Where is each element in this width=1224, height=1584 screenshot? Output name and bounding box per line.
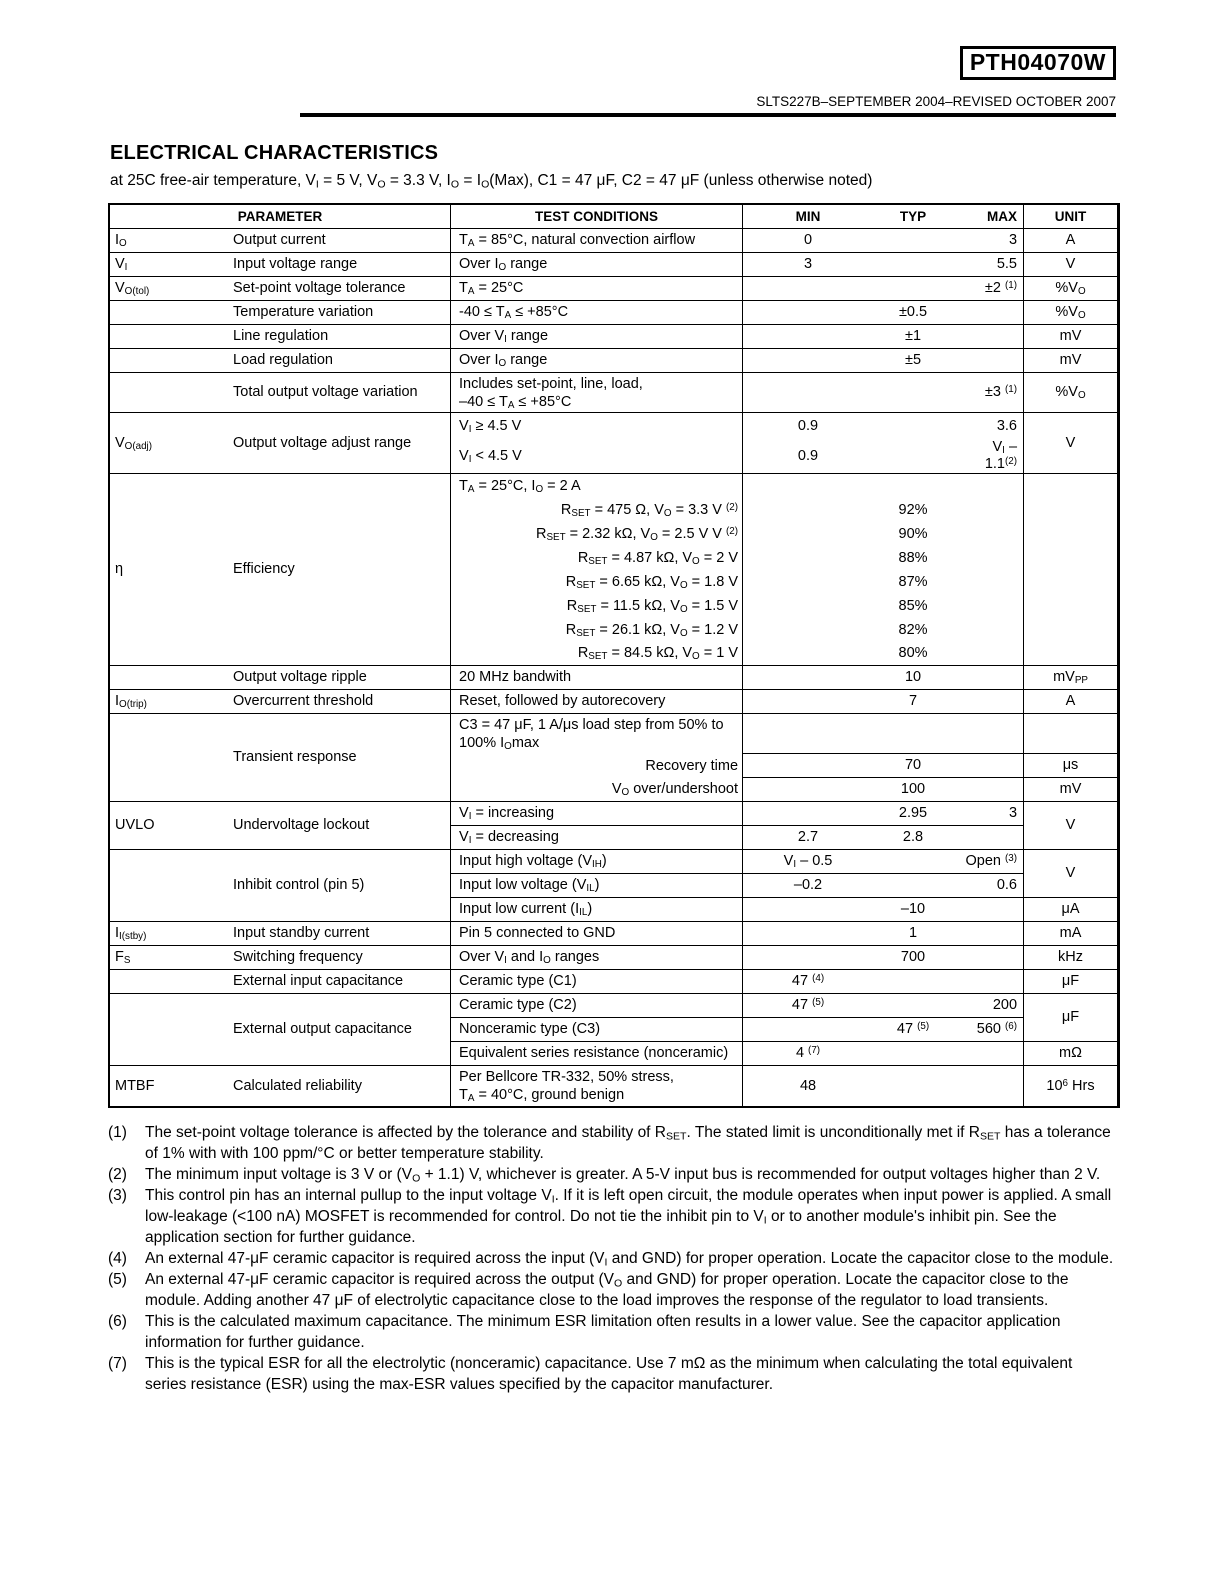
unit-value: mV [1024, 325, 1118, 349]
row-overcurrent-threshold [110, 690, 1118, 714]
unit-value: V [1024, 253, 1118, 277]
footnote-number: (6) [108, 1313, 127, 1331]
typ-value [873, 373, 953, 413]
min-value [743, 666, 873, 690]
row-output-current [110, 229, 1118, 253]
col-header-min: MIN [743, 205, 873, 229]
param-name: Set-point voltage tolerance [232, 277, 451, 301]
unit-value: V [1024, 413, 1118, 474]
max-value: ±3 $^{(1)}$ [953, 373, 1024, 413]
test-conditions: Ceramic type (C2) [451, 994, 743, 1018]
max-value: Open $^{(3)}$ [953, 850, 1024, 874]
test-conditions: $R_{SET} = 11.5$ kΩ, $V_O = 1.5$ V [451, 594, 743, 618]
unit-value: $\%V_O$ [1024, 301, 1118, 325]
max-value [953, 754, 1024, 778]
param-name: External input capacitance [232, 970, 451, 994]
min-value [743, 301, 873, 325]
typ-value: 100 [873, 778, 953, 802]
test-conditions: 20 MHz bandwith [451, 666, 743, 690]
param-name: Temperature variation [232, 301, 451, 325]
table-header-row [110, 205, 1118, 229]
max-value: 5.5 [953, 253, 1024, 277]
min-value [743, 373, 873, 413]
test-conditions: $T_A = 85^\circ C$, natural convection airflow [451, 229, 743, 253]
col-header-parameter: PARAMETER [110, 205, 451, 229]
min-value [743, 946, 873, 970]
footnote-text: This control pin has an internal pullup to the input voltage $V_I$. If it is left open circuit, the module operates when input power is applied. A small low-leakage (<100 nA) MOSFET is recommended for control. Do not tie the inhibit pin to $V_I$ or to another module's inhibit pin. See the application section for further guidance. [145, 1187, 1112, 1247]
max-value [953, 349, 1024, 373]
typ-value: –10 [873, 898, 953, 922]
param-name: Switching frequency [232, 946, 451, 970]
max-value: 0.6 [953, 874, 1024, 898]
test-conditions: Input low current $(I_{IL})$ [451, 898, 743, 922]
param-name: Load regulation [232, 349, 451, 373]
unit-value: A [1024, 229, 1118, 253]
header-row [108, 0, 1116, 80]
param-symbol: $I_{O(trip)}$ [110, 690, 232, 714]
unit-value: μs [1024, 754, 1118, 778]
section-subtitle: at 25C free-air temperature, $V_I = 5$ V, $V_O = 3.3$ V, $I_O = I_O(Max)$, C1 = 47 μF, C2 = 47 μF (unless otherwise noted) [110, 172, 873, 191]
param-symbol [110, 301, 232, 325]
param-symbol: $F_S$ [110, 946, 232, 970]
min-value: 0.9 [797, 417, 819, 434]
param-name: Total output voltage variation [232, 373, 451, 413]
param-name: Overcurrent threshold [232, 690, 451, 714]
footnote-text: The minimum input voltage is 3 V or $(V_O + 1.1)$ V, whichever is greater. A 5-V input bus is recommended for output voltages higher than 2 V. [145, 1166, 1101, 1185]
param-symbol [110, 970, 232, 994]
test-conditions: $-40 \le T_A \le +85^\circ C$ [451, 301, 743, 325]
max-value [953, 898, 1024, 922]
footnote-text: The set-point voltage tolerance is affected by the tolerance and stability of $R_{SET}$. The stated limit is unconditionally met if $R_{SET}$ has a tolerance of 1% with with 100 ppm/°C or better temperature stability. [145, 1124, 1111, 1163]
test-conditions: Over $I_O$ range [451, 349, 743, 373]
param-name: Output current [232, 229, 451, 253]
row-transient-1 [110, 714, 1118, 754]
row-line-regulation [110, 325, 1118, 349]
row-switching-frequency [110, 946, 1118, 970]
param-name: Calculated reliability [232, 1066, 451, 1106]
test-conditions: $V_I < 4.5$ V [451, 439, 743, 474]
max-value [953, 714, 1024, 754]
max-value [953, 301, 1024, 325]
min-value [743, 618, 873, 642]
unit-value: $\%V_O$ [1024, 373, 1118, 413]
min-value: 0 [743, 229, 873, 253]
param-symbol: η [110, 474, 232, 666]
param-name: Output voltage adjust range [232, 413, 451, 474]
max-value: ±2 $^{(1)}$ [953, 277, 1024, 301]
footnote-item [108, 1122, 1116, 1164]
param-symbol: $V_{O(adj)}$ [110, 413, 232, 474]
footnote-number: (3) [108, 1187, 127, 1205]
max-value [953, 922, 1024, 946]
min-value [743, 778, 873, 802]
unit-value: mA [1024, 922, 1118, 946]
test-conditions: $V_I$ = increasing [451, 802, 743, 826]
typ-value: 70 [873, 754, 953, 778]
typ-value: 82% [898, 621, 928, 638]
typ-value [873, 714, 953, 754]
unit-value: kHz [1024, 946, 1118, 970]
typ-value [873, 994, 953, 1018]
max-value [953, 970, 1024, 994]
typ-value: 80% [873, 642, 953, 666]
col-header-conditions: TEST CONDITIONS [451, 205, 743, 229]
row-load-regulation [110, 349, 1118, 373]
test-conditions: Nonceramic type (C3) [451, 1018, 743, 1042]
min-value: –0.2 [743, 874, 873, 898]
min-value: 2.7 [743, 826, 873, 850]
col-header-unit: UNIT [1024, 205, 1118, 229]
typ-value [873, 229, 953, 253]
min-value [743, 349, 873, 373]
typ-value [873, 474, 953, 498]
typ-value: 90% [898, 525, 928, 542]
unit-value: $mV_{PP}$ [1024, 666, 1118, 690]
typ-value [873, 277, 953, 301]
footnote-item [108, 1164, 1116, 1185]
typ-value: ±0.5 [873, 301, 953, 325]
row-temperature-variation [110, 301, 1118, 325]
section-title: ELECTRICAL CHARACTERISTICS [110, 142, 439, 165]
param-symbol: $V_{O(tol)}$ [110, 277, 232, 301]
min-value: 3 [743, 253, 873, 277]
min-value [743, 594, 873, 618]
col-header-typ: TYP [873, 205, 953, 229]
unit-value: mV [1024, 349, 1118, 373]
param-symbol: UVLO [110, 802, 232, 850]
param-name: Inhibit control (pin 5) [232, 850, 451, 922]
test-conditions: $T_A = 25^\circ C$, $I_O = 2$ A [451, 474, 743, 498]
test-conditions: $V_O$ over/undershoot [451, 778, 743, 802]
typ-value: 47 $^{(5)}$ [873, 1018, 953, 1042]
max-value [953, 498, 1024, 522]
footnote-item [108, 1248, 1116, 1269]
row-standby-current [110, 922, 1118, 946]
row-mtbf [110, 1066, 1118, 1106]
param-name: Output voltage ripple [232, 666, 451, 690]
typ-value: 10 [873, 666, 953, 690]
header-rule [300, 113, 1116, 117]
min-value [743, 277, 873, 301]
unit-value: mΩ [1024, 1042, 1118, 1066]
max-value [953, 946, 1024, 970]
typ-value [873, 970, 953, 994]
min-value: 47 $^{(4)}$ [743, 970, 873, 994]
min-value [743, 570, 873, 594]
footnote-number: (2) [108, 1166, 127, 1184]
footnotes [108, 1122, 1116, 1395]
test-conditions: Equivalent series resistance (nonceramic) [451, 1042, 743, 1066]
footnote-item [108, 1269, 1116, 1311]
test-conditions: $R_{SET} = 475$ Ω, $V_O = 3.3$ V $^{(2)}$ [451, 498, 743, 522]
max-value [953, 1042, 1024, 1066]
unit-value: μF [1024, 994, 1118, 1042]
test-conditions: $V_I \ge 4.5$ V [451, 413, 743, 439]
typ-value: 1 [873, 922, 953, 946]
unit-value [1024, 714, 1118, 754]
min-value [743, 690, 873, 714]
part-number-badge: PTH04070W [960, 46, 1116, 80]
footnote-number: (4) [108, 1250, 127, 1268]
min-value [743, 898, 873, 922]
param-name: Input voltage range [232, 253, 451, 277]
unit-value: V [1024, 802, 1118, 850]
footnote-text: This is the calculated maximum capacitance. The minimum ESR limitation often results in a lower value. See the capacitor application information for further guidance. [145, 1313, 1061, 1352]
test-conditions: $R_{SET} = 84.5$ kΩ, $V_O = 1$ V [451, 642, 743, 666]
max-value: $V_I - 1.1^{(2)}$ [953, 439, 1024, 474]
min-value: $V_I - 0.5$ [743, 850, 873, 874]
min-value [743, 714, 873, 754]
footnote-number: (5) [108, 1271, 127, 1289]
param-symbol [110, 349, 232, 373]
footnote-number: (7) [108, 1355, 127, 1373]
typ-value [873, 850, 953, 874]
row-uvlo-1 [110, 802, 1118, 826]
typ-value [873, 1042, 953, 1066]
min-value: 48 [799, 1077, 817, 1094]
col-header-max: MAX [953, 205, 1024, 229]
test-conditions: Over $I_O$ range [451, 253, 743, 277]
max-value [953, 570, 1024, 594]
min-value [743, 474, 873, 498]
param-symbol [110, 666, 232, 690]
row-voltage-adjust-1 [110, 413, 1118, 439]
max-value [953, 1066, 1024, 1106]
max-value: 560 $^{(6)}$ [953, 1018, 1024, 1042]
param-name: Input standby current [232, 922, 451, 946]
typ-value: 2.8 [873, 826, 953, 850]
param-name: External output capacitance [232, 994, 451, 1066]
min-value: 4 $^{(7)}$ [743, 1042, 873, 1066]
unit-value: μA [1024, 898, 1118, 922]
param-symbol: $I_O$ [110, 229, 232, 253]
max-value [953, 474, 1024, 498]
unit-value: μF [1024, 970, 1118, 994]
min-value [743, 546, 873, 570]
test-conditions: Input high voltage $(V_{IH})$ [451, 850, 743, 874]
test-conditions: $R_{SET} = 6.65$ kΩ, $V_O = 1.8$ V [451, 570, 743, 594]
footnote-text: An external 47-μF ceramic capacitor is required across the output ($V_O$ and GND) for proper operation. Locate the capacitor close to the module. Adding another 47 μF of electrolytic capacitance close to the load improves the response of the regulator to load transients. [145, 1271, 1069, 1310]
row-total-output-variation [110, 373, 1118, 413]
row-efficiency-1 [110, 474, 1118, 498]
min-value [743, 498, 873, 522]
electrical-characteristics-table [108, 203, 1120, 1108]
param-name: Line regulation [232, 325, 451, 349]
typ-value: 92% [898, 501, 928, 518]
param-symbol [110, 373, 232, 413]
row-ext-input-capacitance [110, 970, 1118, 994]
test-conditions: Recovery time [451, 754, 743, 778]
min-value: 47 $^{(5)}$ [743, 994, 873, 1018]
footnote-item [108, 1311, 1116, 1353]
row-ext-output-capacitance-1 [110, 994, 1118, 1018]
unit-value: $10^6$ Hrs [1024, 1066, 1118, 1106]
test-conditions: Ceramic type (C1) [451, 970, 743, 994]
row-output-ripple [110, 666, 1118, 690]
min-value [743, 1018, 873, 1042]
param-symbol [110, 714, 232, 802]
max-value [953, 666, 1024, 690]
typ-value [873, 874, 953, 898]
max-value [953, 642, 1024, 666]
max-value: 3 [953, 802, 1024, 826]
min-value [743, 325, 873, 349]
footnote-item [108, 1185, 1116, 1248]
min-value [743, 642, 873, 666]
param-symbol [110, 850, 232, 922]
test-conditions: Reset, followed by autorecovery [451, 690, 743, 714]
doc-reference: SLTS227B–SEPTEMBER 2004–REVISED OCTOBER 2007 [756, 94, 1116, 110]
row-input-voltage-range [110, 253, 1118, 277]
min-value [743, 922, 873, 946]
footnote-item [108, 1353, 1116, 1395]
unit-value: A [1024, 690, 1118, 714]
test-conditions: Input low voltage $(V_{IL})$ [451, 874, 743, 898]
row-inhibit-1 [110, 850, 1118, 874]
test-conditions: Over $V_I$ and $I_O$ ranges [451, 946, 743, 970]
max-value [953, 826, 1024, 850]
param-symbol [110, 325, 232, 349]
min-value [743, 754, 873, 778]
min-value: 0.9 [743, 439, 873, 474]
typ-value [873, 413, 953, 439]
footnote-text: This is the typical ESR for all the electrolytic (nonceramic) capacitance. Use 7 mΩ as the minimum when calculating the total equivalent series resistance (ESR) using the max-ESR values specified by the capacitor manufacturer. [145, 1355, 1073, 1394]
row-setpoint-tolerance [110, 277, 1118, 301]
max-value: 200 [953, 994, 1024, 1018]
max-value [953, 522, 1024, 546]
typ-value: ±5 [873, 349, 953, 373]
param-name: Transient response [232, 714, 451, 802]
typ-value: ±1 [873, 325, 953, 349]
test-conditions: $R_{SET} = 4.87$ kΩ, $V_O = 2$ V [451, 546, 743, 570]
test-conditions: Includes set-point, line, load, $-40 \le T_A \le +85^\circ C$ [451, 373, 743, 413]
test-conditions: C3 = 47 μF, 1 A/μs load step from 50% to 100% $I_O\max$ [451, 714, 743, 754]
typ-value [873, 253, 953, 277]
min-value [743, 522, 873, 546]
param-symbol: MTBF [115, 1077, 155, 1094]
footnote-text: An external 47-μF ceramic capacitor is required across the input ($V_I$ and GND) for proper operation. Locate the capacitor close to the module. [145, 1250, 1114, 1269]
unit-value: $\%V_O$ [1024, 277, 1118, 301]
typ-value: 88% [898, 549, 928, 566]
unit-value [1024, 474, 1118, 666]
param-name: Efficiency [232, 474, 451, 666]
typ-value [873, 1066, 953, 1106]
param-symbol: $I_{I(stby)}$ [110, 922, 232, 946]
typ-value [873, 439, 953, 474]
max-value [953, 618, 1024, 642]
max-value: 3 [953, 229, 1024, 253]
test-conditions: Per Bellcore TR-332, 50% stress, $T_A = 40^\circ C$, ground benign [451, 1066, 743, 1106]
param-symbol [110, 994, 232, 1066]
max-value [953, 594, 1024, 618]
typ-value: 85% [898, 597, 928, 614]
max-value [953, 325, 1024, 349]
test-conditions: $R_{SET} = 2.32$ kΩ, $V_O = 2.5$ V V $^{(2)}$ [451, 522, 743, 546]
max-value [953, 778, 1024, 802]
max-value: 3.6 [953, 413, 1024, 439]
unit-value: mV [1024, 778, 1118, 802]
test-conditions: Pin 5 connected to GND [451, 922, 743, 946]
typ-value: 87% [898, 573, 928, 590]
unit-value: V [1024, 850, 1118, 898]
typ-value: 7 [873, 690, 953, 714]
max-value [953, 690, 1024, 714]
max-value [953, 546, 1024, 570]
param-name: Undervoltage lockout [232, 802, 451, 850]
typ-value: 2.95 [873, 802, 953, 826]
test-conditions: Over $V_I$ range [451, 325, 743, 349]
param-symbol: $V_I$ [110, 253, 232, 277]
test-conditions: $V_I$ = decreasing [451, 826, 743, 850]
typ-value: 700 [873, 946, 953, 970]
test-conditions: $T_A = 25^\circ C$ [451, 277, 743, 301]
test-conditions: $R_{SET} = 26.1$ kΩ, $V_O = 1.2$ V [451, 618, 743, 642]
footnote-number: (1) [108, 1124, 127, 1142]
min-value [743, 802, 873, 826]
